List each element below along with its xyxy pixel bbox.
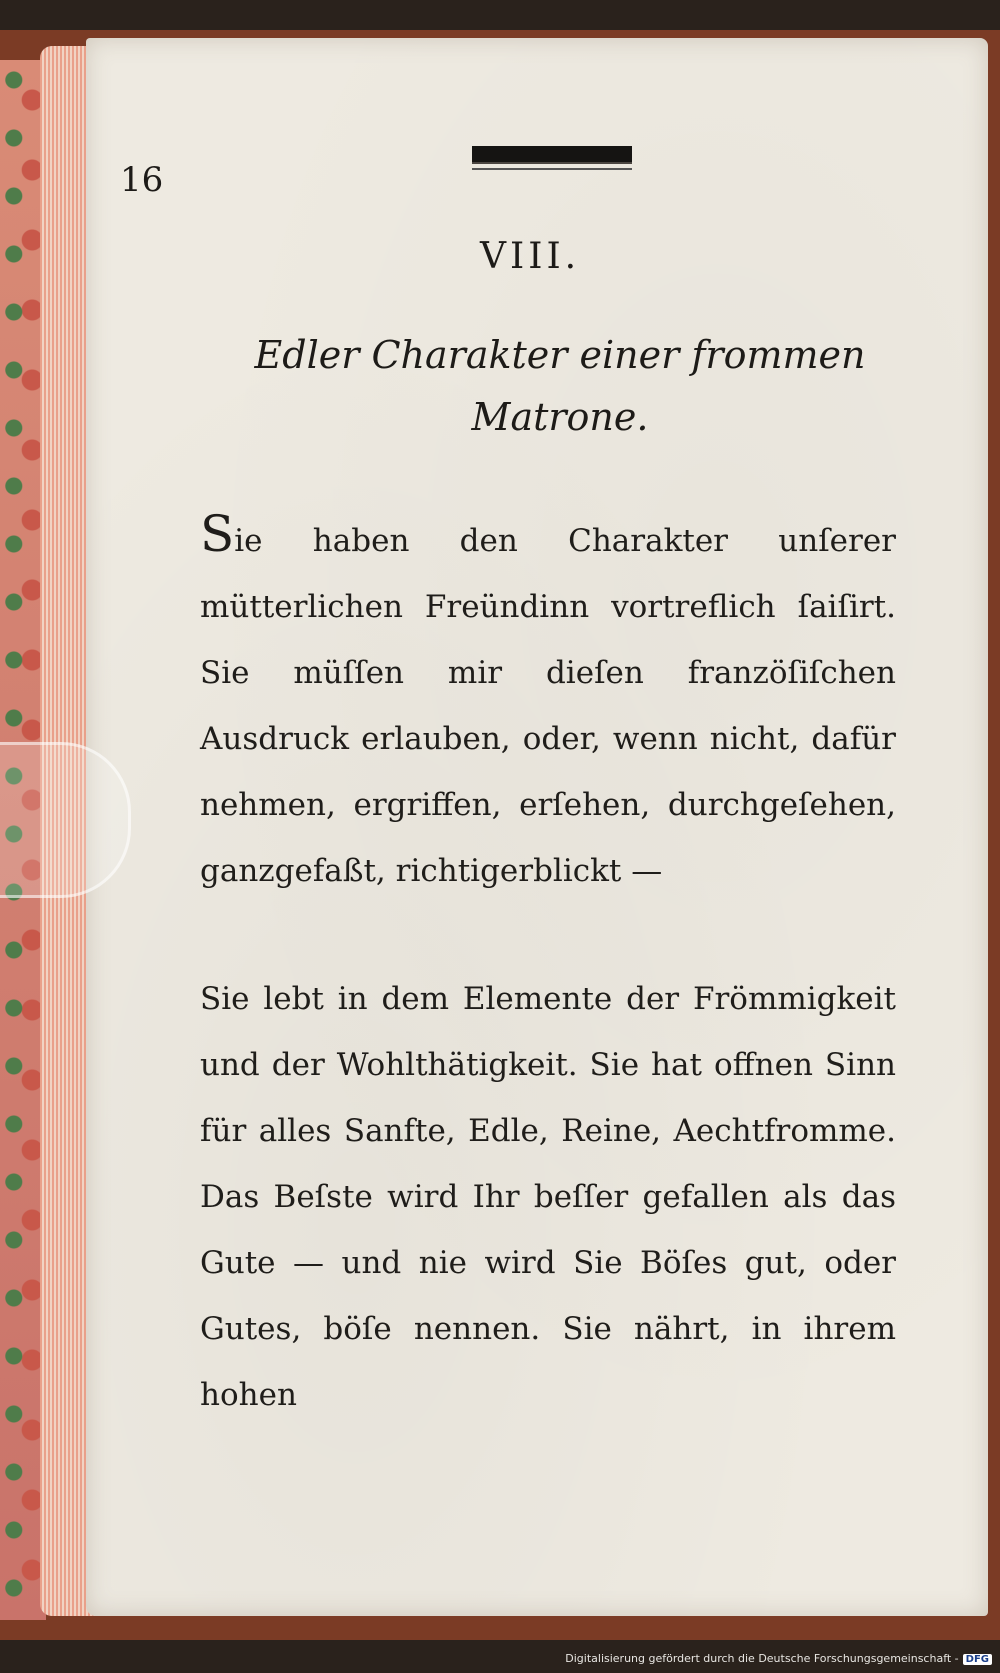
- page-clip: [0, 742, 131, 898]
- dfg-logo: DFG: [963, 1654, 992, 1665]
- header-ornament: [472, 146, 632, 164]
- chapter-title-line2: Matrone.: [471, 395, 649, 439]
- paragraph-1-text: ie haben den Charakter unſerer mütterlichen Freündinn vortreflich ſaiſirt. Sie müſſen mir dieſen franzöſiſchen Ausdruck erlauben, oder, wenn nicht, dafür nehmen, ergriffen, erſehen, durchgeſehen, ganzgefaßt, richtigerblickt —: [200, 523, 896, 889]
- chapter-number: VIII.: [480, 236, 581, 277]
- paragraph-1: [200, 505, 896, 904]
- footer-credit-text: Digitalisierung gefördert durch die Deutsche Forschungsgemeinschaft -: [565, 1652, 959, 1665]
- page-number: 16: [120, 160, 164, 200]
- footer-credit: [565, 1652, 992, 1665]
- chapter-title: [200, 324, 920, 448]
- drop-cap: S: [200, 505, 235, 563]
- chapter-title-line1: Edler Charakter einer frommen: [254, 333, 866, 377]
- paragraph-2: Sie lebt in dem Elemente der Frömmigkeit und der Wohlthätigkeit. Sie hat offnen Sinn für alles Sanfte, Edle, Reine, Aechtfromme. Das Beſste wird Ihr beſſer gefallen als das Gute — und nie wird Sie Böſes gut, oder Gutes, böſe nennen. Sie nährt, in ihrem hohen: [200, 981, 896, 1413]
